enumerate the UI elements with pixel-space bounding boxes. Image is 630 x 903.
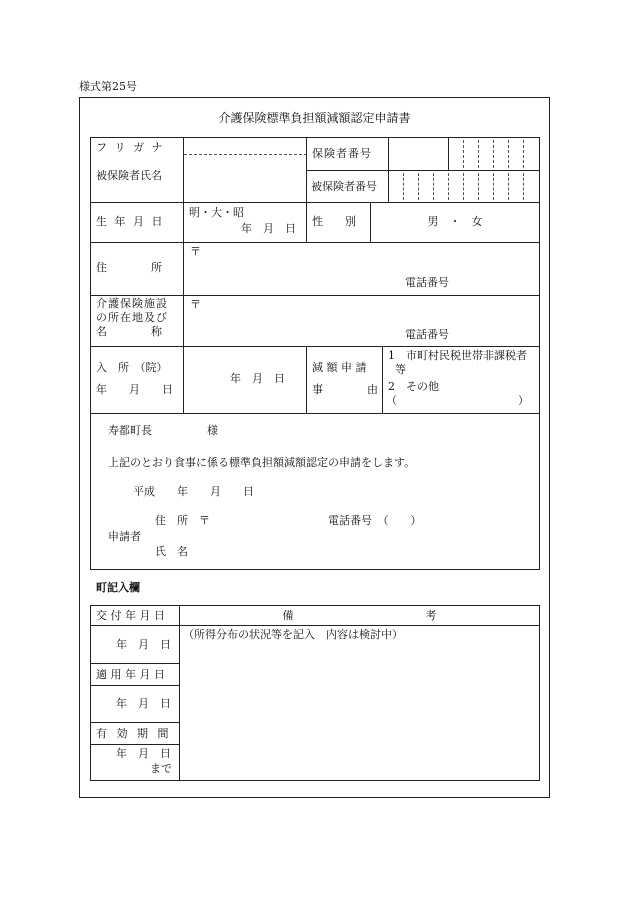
facility-label-line1: 介護保険施設 [96,297,168,310]
birthdate-label: 生 年 月 日 [96,215,165,228]
apply-date-ymd: 年 月 日 [116,697,171,710]
gender-label: 性 別 [312,215,356,228]
gender-options: 男 ・ 女 [427,215,483,228]
validity-until: まで [150,762,172,775]
furigana-label: フ リ ガ ナ [96,141,165,154]
form-number: 様式第25号 [79,80,137,93]
reason-option-2: 2 その他 [388,380,439,393]
declaration-statement: 上記のとおり食事に係る標準負担額減額認定の申請をします。 [108,456,416,469]
admission-label-line2: 年 月 日 [96,383,173,396]
form-title: 介護保険標準負担額減額認定申請書 [218,111,411,125]
birthdate-ymd: 年 月 日 [241,222,296,235]
apply-date-label: 適 用 年 月 日 [96,668,165,681]
declaration-date: 平成 年 月 日 [133,485,254,498]
era-options: 明・大・昭 [189,206,244,219]
reason-label-line2: 事 由 [312,383,378,396]
insured-name-label: 被保険者氏名 [96,169,162,182]
reason-option-1-cont: 等 [395,363,406,376]
admission-label-line1: 入 所 （院） [96,361,168,374]
remarks-header: 備 考 [282,609,437,622]
insurer-number-label: 保険者番号 [312,147,372,160]
remarks-note: （所得分布の状況等を記入 内容は検討中） [183,628,403,641]
addressee: 寿都町長 様 [108,424,218,437]
facility-label-line3: 名 称 [96,325,162,338]
facility-phone-label: 電話番号 [405,328,449,341]
admission-ymd: 年 月 日 [230,372,285,385]
reason-other-paren: （ ） [386,394,529,407]
issue-date-ymd: 年 月 日 [116,638,171,651]
applicant-name-label: 氏 名 [155,545,188,558]
address-phone-label: 電話番号 [405,276,449,289]
insured-number-label: 被保険者番号 [311,180,377,193]
applicant-label: 申請者 [108,530,141,543]
applicant-phone-label: 電話番号 （ ） [328,514,422,527]
validity-ymd: 年 月 日 [116,747,171,760]
reason-option-1: 1 市町村民税世帯非課税者 [388,349,527,362]
applicant-address-label: 住 所 〒 [155,514,210,527]
validity-label: 有 効 期 間 [96,727,172,740]
issue-date-label: 交 付 年 月 日 [96,609,165,622]
facility-postal-mark: 〒 [190,298,201,311]
address-postal-mark: 〒 [190,245,201,258]
office-use-heading: 町記入欄 [96,581,140,594]
reason-label-line1: 減 額 申 請 [312,361,367,374]
address-label: 住 所 [96,261,162,274]
facility-label-line2: の所在地及び [96,311,168,324]
